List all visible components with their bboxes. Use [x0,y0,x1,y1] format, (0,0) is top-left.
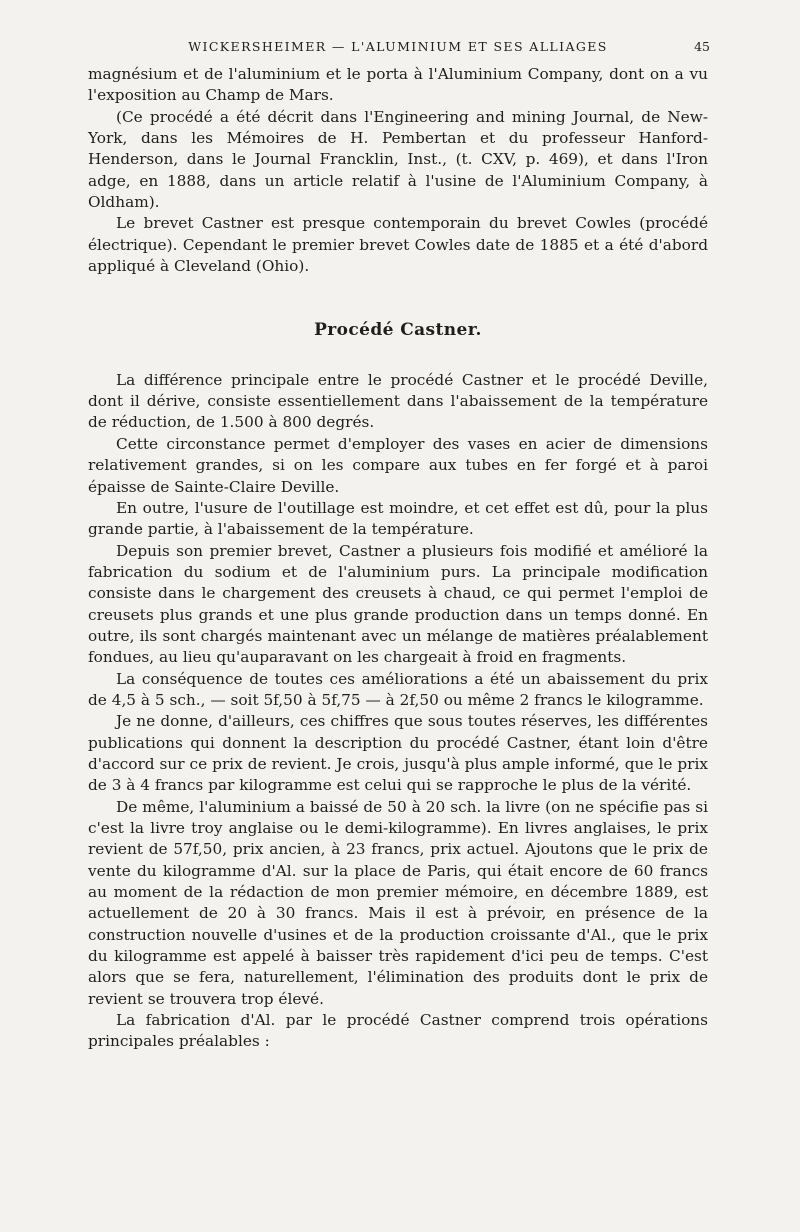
paragraph: De même, l'aluminium a baissé de 50 à 20 sch. la livre (on ne spécifie pas si c'est la livre troy anglaise ou le demi-kilogramme). En livres anglaises, le prix revient de 57f,50, prix ancien, à 23 francs, prix actuel. Ajoutons que le prix de vente du kilogramme d'Al. sur la place de Paris, qui était encore de 60 francs au moment de la rédaction de mon premier mémoire, en décembre 1889, est actuellement de 20 à 30 francs. Mais il est à prévoir, en présence de la construction nouvelle d'usines et de la production croissante d'Al., que le prix du kilogramme est appelé à baisser très rapidement d'ici peu de temps. C'est alors que se fera, naturellement, l'élimination des produits dont le prix de revient se trouvera trop élevé. [88,797,708,1008]
paragraph: La conséquence de toutes ces améliorations a été un abaissement du prix de 4,5 à 5 sch., — soit 5f,50 à 5f,75 — à 2f,50 ou même 2 francs le kilogramme. [88,669,708,709]
running-header [88,34,708,60]
paragraph: Depuis son premier brevet, Castner a plusieurs fois modifié et amélioré la fabrication du sodium et de l'aluminium purs. La principale modification consiste dans le chargement des creusets à chaud, ce qui permet l'emploi de creusets plus grands et une plus grande production dans un temps donné. En outre, ils sont chargés maintenant avec un mélange de matières préalablement fondues, au lieu qu'auparavant on les chargeait à froid en fragments. [88,541,708,667]
paragraph: La fabrication d'Al. par le procédé Castner comprend trois opérations principales préalables : [88,1011,708,1051]
paragraph: (Ce procédé a été décrit dans l'Engineering and mining Journal, de New-York, dans les Mémoires de H. Pembertan et du professeur Hanford-Henderson, dans le Journal Francklin, Inst., (t. CXV, p. 469), et dans l'Iron adge, en 1888, dans un article relatif à l'usine de l'Aluminium Company, à Oldham). [88,107,708,212]
paragraph: Cette circonstance permet d'employer des vases en acier de dimensions relativement grandes, si on les compare aux tubes en fer forgé et à paroi épaisse de Sainte-Claire Deville. [88,434,708,496]
paragraph: La différence principale entre le procédé Castner et le procédé Deville, dont il dérive, consiste essentiellement dans l'abaissement de la température de réduction, de 1.500 à 800 degrés. [88,370,708,432]
page-number: 45 [694,39,710,54]
paragraph: Je ne donne, d'ailleurs, ces chiffres que sous toutes réserves, les différentes publications qui donnent la description du procédé Castner, étant loin d'être d'accord sur ce prix de revient. Je crois, jusqu'à plus ample informé, que le prix de 3 à 4 francs par kilogramme est celui qui se rapproche le plus de la vérité. [88,712,708,795]
running-title: WICKERSHEIMER — L'ALUMINIUM ET SES ALLIAGES [188,39,608,54]
body-text [88,64,708,1053]
paragraph: Le brevet Castner est presque contemporain du brevet Cowles (procédé électrique). Cependant le premier brevet Cowles date de 1885 et a été d'abord appliqué à Cleveland (Ohio). [88,214,708,276]
paragraph: magnésium et de l'aluminium et le porta à l'Aluminium Company, dont on a vu l'exposition au Champ de Mars. [88,65,708,105]
section-heading: Procédé Castner. [314,320,482,341]
paragraph: En outre, l'usure de l'outillage est moindre, et cet effet est dû, pour la plus grande partie, à l'abaissement de la température. [88,498,708,539]
